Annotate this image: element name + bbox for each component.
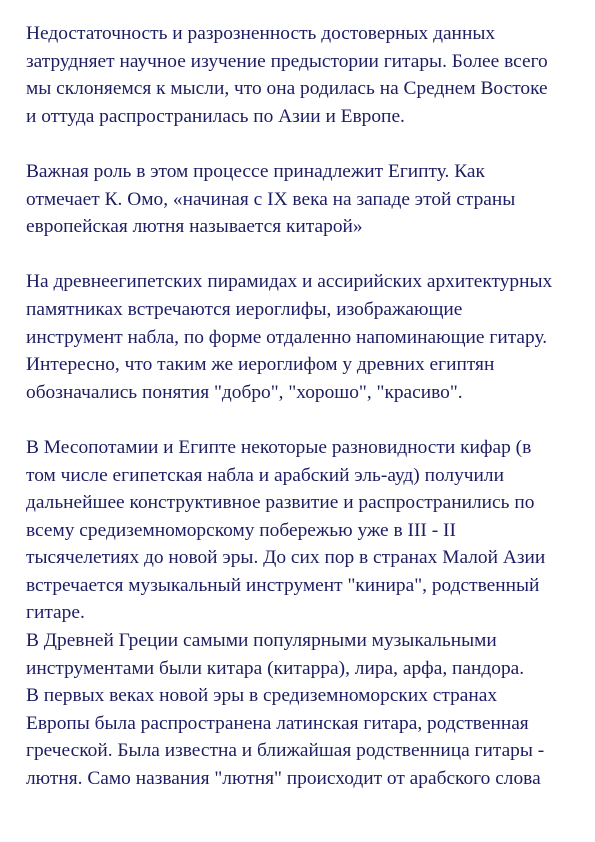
text-line: лютня. Само названия "лютня" происходит от арабского слова	[26, 768, 541, 790]
text-line: европейская лютня называется китарой»	[26, 216, 363, 238]
text-line: том числе египетская набла и арабский эль-ауд) получили	[26, 464, 504, 486]
text-line: В Древней Греции самыми популярными музыкальными	[26, 630, 497, 652]
text-line: всему средиземноморскому побережью уже в III - II	[26, 519, 456, 541]
text-line: Европы была распространена латинская гитара, родственная	[26, 712, 529, 734]
text-line: греческой. Была известна и ближайшая родственница гитары -	[26, 740, 545, 762]
text-line: отмечает К. Омо, «начиная с IX века на западе этой страны	[26, 188, 516, 210]
text-line: и оттуда распространилась по Азии и Европе.	[26, 105, 405, 127]
paragraph-origins	[26, 20, 571, 130]
text-line: На древнеегипетских пирамидах и ассирийских архитектурных	[26, 271, 553, 293]
text-line: инструмент набла, по форме отдаленно напоминающие гитару.	[26, 326, 548, 348]
text-line: инструментами были китара (китарра), лира, арфа, пандора.	[26, 657, 525, 679]
text-line: обозначались понятия "добро", "хорошо", "красиво".	[26, 381, 463, 403]
text-line: мы склоняемся к мысли, что она родилась на Среднем Востоке	[26, 78, 548, 100]
text-line: В Месопотамии и Египте некоторые разновидности кифар (в	[26, 436, 532, 458]
text-line: Важная роль в этом процессе принадлежит Египту. Как	[26, 160, 485, 182]
paragraph-gap	[26, 241, 571, 269]
text-line: тысячелетиях до новой эры. До сих пор в странах Малой Азии	[26, 547, 546, 569]
text-line: В первых веках новой эры в средиземноморских странах	[26, 685, 498, 707]
document-page	[26, 20, 571, 793]
text-line: Интересно, что таким же иероглифом у древних египтян	[26, 354, 495, 376]
paragraph-egypt	[26, 158, 571, 241]
paragraph-hieroglyphs	[26, 268, 571, 406]
text-line: встречается музыкальный инструмент "кинира", родственный	[26, 574, 540, 596]
text-line: Недостаточность и разрозненность достоверных данных	[26, 23, 496, 44]
text-line: памятниках встречаются иероглифы, изображающие	[26, 298, 463, 320]
paragraph-mesopotamia	[26, 434, 571, 793]
text-line: гитаре.	[26, 602, 85, 624]
paragraph-gap	[26, 406, 571, 434]
paragraph-gap	[26, 130, 571, 158]
text-line: дальнейшее конструктивное развитие и распространились по	[26, 492, 535, 514]
text-line: затрудняет научное изучение предыстории гитары. Более всего	[26, 50, 548, 72]
